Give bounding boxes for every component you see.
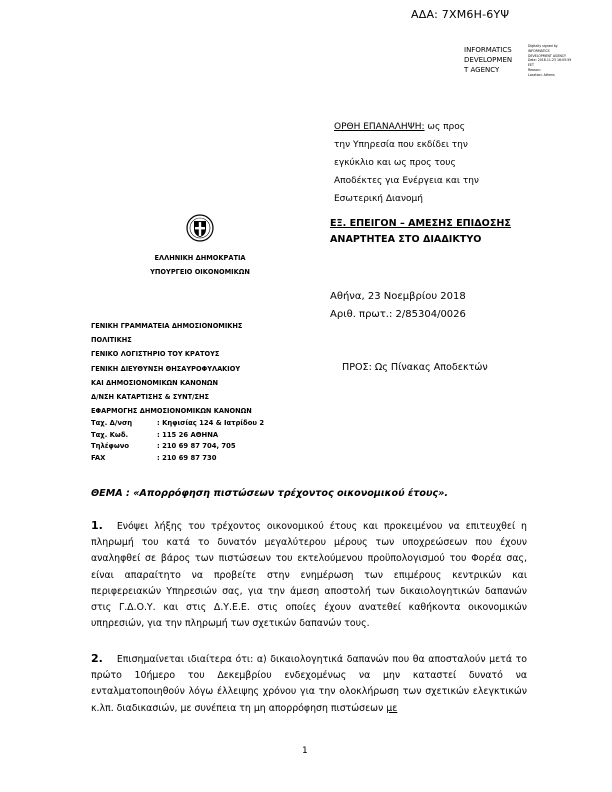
- urgency-notice: ΕΞ. ΕΠΕΙΓΟΝ – ΑΜΕΣΗΣ ΕΠΙΔΟΣΗΣ ΑΝΑΡΤΗΤΕΑ ΣΤΟ ΔΙΑΔΙΚΤΥΟ: [330, 218, 511, 245]
- recipient-line: ΠΡΟΣ: Ως Πίνακας Αποδεκτών: [342, 362, 488, 373]
- greek-coat-of-arms-icon: [185, 213, 215, 243]
- subject-line: ΘΕΜΑ : «Απορρόφηση πιστώσεων τρέχοντος οικονομικού έτους».: [91, 488, 448, 499]
- contact-row: FAX : 210 69 87 730: [91, 453, 217, 462]
- paragraph-2: 2. Επισημαίνεται ιδιαίτερα ότι: α) δικαιολογητικά δαπανών που θα αποσταλούν μετά το πρώτο 10ήμερο του Δεκεμβρίου ενδεχομένως να μην καταστεί δυνατό να ενταλματοποιηθούν λόγω έλλειψης χρόνου για την ολοκλήρωση των σχετικών ελεγκτικών κ.λπ. διαδικασιών, με συνέπεια τη μη απορρόφηση πιστώσεων με: [91, 652, 527, 714]
- contact-row: Ταχ. Δ/νση : Κηφισίας 124 & Ιατρίδου 2: [91, 419, 265, 427]
- contact-row: Τηλέφωνο : 210 69 87 704, 705: [91, 442, 236, 451]
- contact-row: Ταχ. Κωδ. : 115 26 ΑΘΗΝΑ: [91, 430, 219, 439]
- paragraph-1: 1. Ενόψει λήξης του τρέχοντος οικονομικού έτους και προκειμένου να επιτευχθεί η πληρωμή του κατά το δυνατόν μεγαλύτερου μέρους των υποχρεώσεων που έχουν αναληφθεί σε βάρος των πιστώσεων του εκτελούμενου προϋπολογισμού του Φορέα σας, είναι απαραίτητο να προβείτε στην ενημέρωση των επιμέρους κεντρικών και περιφερειακών Υπηρεσιών σας, για την άμεση αποστολή των δικαιολογητικών δαπανών στις Γ.Δ.Ο.Υ. και στις Δ.Υ.Ε.Ε. στις οποίες έχουν ανατεθεί καθήκοντα οικονομικών υπηρεσιών, για την πληρωμή των σχετικών δαπανών τους.: [91, 519, 527, 630]
- ada-code: ΑΔΑ: 7ΧΜ6Η-6ΥΨ: [411, 8, 510, 21]
- correction-line-1: ΟΡΘΗ ΕΠΑΝΑΛΗΨΗ: ως προς: [334, 122, 466, 132]
- date-and-protocol: Αθήνα, 23 Νοεμβρίου 2018 Αριθ. πρωτ.: 2/85304/0026: [330, 291, 466, 320]
- digital-signature-details: Digitally signed by INFORMATICS DEVELOPMENT AGENCY Date: 2018.11.23 16:05:59 EET Reason: Location: Athens: [528, 44, 572, 77]
- ministry-header: ΕΛΛΗΝΙΚΗ ΔΗΜΟΚΡΑΤΙΑ ΥΠΟΥΡΓΕΙΟ ΟΙΚΟΝΟΜΙΚΩΝ: [150, 254, 250, 276]
- page-number: 1: [302, 746, 308, 756]
- contact-details: [91, 418, 264, 464]
- department-block: ΓΕΝΙΚΗ ΓΡΑΜΜΑΤΕΙΑ ΔΗΜΟΣΙΟΝΟΜΙΚΗΣ ΠΟΛΙΤΙΚΗΣ ΓΕΝΙΚΟ ΛΟΓΙΣΤΗΡΙΟ ΤΟΥ ΚΡΑΤΟΥΣ ΓΕΝΙΚΗ ΔΙΕΥΘΥΝΣΗ ΘΗΣΑΥΡΟΦΥΛΑΚΙΟΥ ΚΑΙ ΔΗΜΟΣΙΟΝΟΜΙΚΩΝ ΚΑΝΟΝΩΝ Δ/ΝΣΗ ΚΑΤΑΡΤΙΣΗΣ & ΣΥΝΤ/ΣΗΣ ΕΦΑΡΜΟΓΗΣ ΔΗΜΟΣΙΟΝΟΜΙΚΩΝ ΚΑΝΟΝΩΝ: [91, 322, 252, 416]
- signature-agency-name: INFORMATICS DEVELOPMEN T AGENCY: [464, 46, 513, 74]
- correction-note: ΟΡΘΗ ΕΠΑΝΑΛΗΨΗ: ως προς την Υπηρεσία που εκδίδει την εγκύκλιο και ως προς τους Αποδέκτες για Ενέργεια και την Εσωτερική Διανομή: [334, 118, 514, 208]
